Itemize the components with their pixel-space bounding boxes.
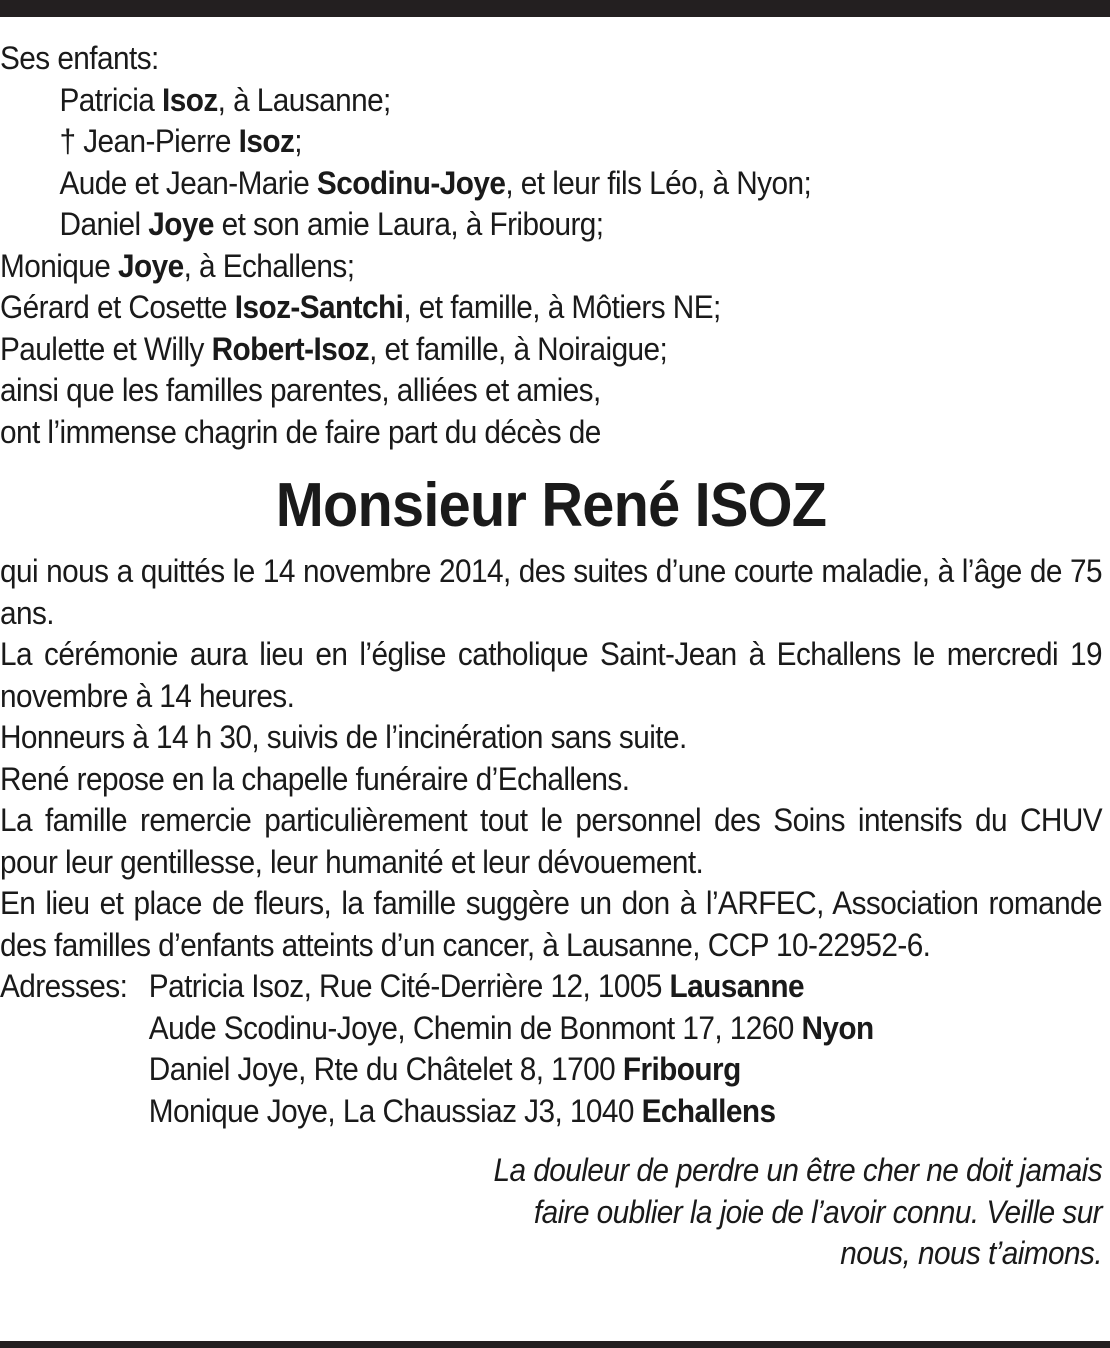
children-list [0, 80, 1102, 246]
addresses-label: Adresses: [0, 968, 128, 1004]
address-city: Nyon [801, 1009, 874, 1046]
address-row: Aude Scodinu-Joye, Chemin de Bonmont 17, 1260 Nyon [148, 1009, 874, 1046]
family-name: Isoz [238, 123, 295, 159]
body-paragraph: Honneurs à 14 h 30, suivis de l’incinération sans suite. [0, 719, 687, 755]
address-row: Monique Joye, La Chaussiaz J3, 1040 Echallens [148, 1092, 776, 1129]
address-row: Daniel Joye, Rte du Châtelet 8, 1700 Fribourg [148, 1051, 741, 1087]
list-item: Aude et Jean-Marie Scodinu-Joye, et leur fils Léo, à Nyon; [59, 164, 812, 201]
body-paragraph: La famille remercie particulièrement tout le personnel des Soins intensifs du CHUV pour leur gentillesse, leur humanité et leur dévouement. [0, 802, 1103, 880]
quote-line: nous, nous t’aimons. [840, 1235, 1103, 1271]
families-line: ainsi que les familles parentes, alliées et amies, [0, 372, 601, 408]
obituary-notice [0, 38, 1102, 1275]
deceased-name: Monsieur René ISOZ [275, 471, 827, 540]
list-item: Daniel Joye et son amie Laura, à Fribourg; [59, 206, 604, 242]
body-paragraph: René repose en la chapelle funéraire d’Echallens. [0, 760, 630, 797]
quote-line: faire oublier la joie de l’avoir connu. Veille sur [533, 1193, 1103, 1230]
intro-line: Ses enfants: [0, 40, 159, 76]
family-name: Isoz-Santchi [234, 289, 404, 325]
announce-line: ont l’immense chagrin de faire part du décès de [0, 413, 601, 450]
family-name: Isoz [162, 81, 218, 118]
address-city: Echallens [641, 1092, 776, 1129]
bottom-rule [0, 1341, 1110, 1348]
family-name: Joye [117, 247, 184, 284]
list-item: Gérard et Cosette Isoz-Santchi, et famille, à Môtiers NE; [0, 289, 721, 325]
list-item: † Jean-Pierre Isoz; [59, 123, 303, 159]
list-item: Patricia Isoz, à Lausanne; [59, 81, 391, 118]
top-rule [0, 0, 1110, 17]
body-paragraph: En lieu et place de fleurs, la famille suggère un don à l’ARFEC, Association romande des familles d’enfants atteints d’un cancer, à Lausanne, CCP 10-22952-6. [0, 885, 1103, 963]
address-row: Adresses: Patricia Isoz, Rue Cité-Derrière 12, 1005 Lausanne [0, 966, 1102, 1008]
notice-body [0, 551, 1102, 966]
relatives-list [0, 246, 1102, 371]
family-name: Robert-Isoz [211, 330, 370, 367]
list-item: Monique Joye, à Echallens; [0, 247, 355, 284]
list-item: Paulette et Willy Robert-Isoz, et famille, à Noiraigue; [0, 330, 668, 367]
quote-line: La douleur de perdre un être cher ne doit jamais [493, 1152, 1103, 1188]
addresses-block [0, 966, 1102, 1132]
body-paragraph: qui nous a quittés le 14 novembre 2014, des suites d’une courte maladie, à l’âge de 75 ans. [0, 553, 1103, 631]
family-name: Joye [148, 206, 214, 242]
body-paragraph: La cérémonie aura lieu en l’église catholique Saint-Jean à Echallens le mercredi 19 novembre à 14 heures. [0, 636, 1103, 714]
address-city: Lausanne [669, 968, 805, 1004]
closing-quote [0, 1150, 1102, 1275]
address-city: Fribourg [622, 1051, 741, 1087]
family-name: Scodinu-Joye [316, 164, 506, 201]
